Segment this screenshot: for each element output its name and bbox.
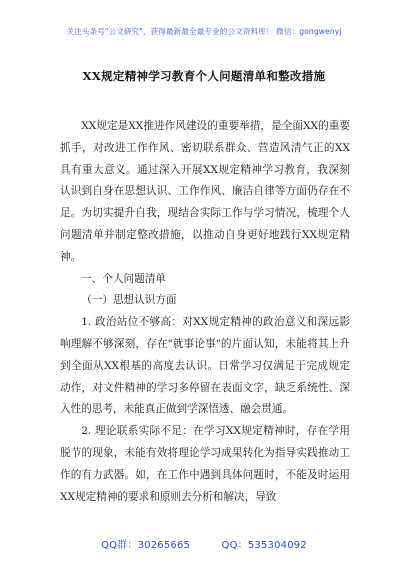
list-item: 2. 理论联系实际不足：在学习XX规定精神时，存在学用脱节的现象，未能有效将理论学习成果转化为指导实践推动工作的有力武器。如，在工作中遇到具体问题时，不能及时运用XX规定精神的要求和原则去分析和解决，导致 xyxy=(60,425,350,503)
list-item: 1. 政治站位不够高：对XX规定精神的政治意义和深远影响理解不够深刻，存在"就事论事"的片面认知，未能将其上升到全面从XX根基的高度去认识。日常学习仅满足于完成规定动作，对文件精神的学习多停留在表面文字，缺乏系统性、深入性的思考，未能真正做到学深悟透、融会贯通。 xyxy=(60,316,350,416)
intro-paragraph: XX规定是XX推进作风建设的重要举措，是全面XX的重要抓手，对改进工作作风、密切联系群众、营造风清气正的XX具有重大意义。通过深入开展XX规定精神学习教育，我深刻认识到自身在思想认识、工作作风、廉洁自律等方面仍存在不足。为切实提升自我，现结合实际工作与学习情况，梳理个人问题清单并制定整改措施，以推动自身更好地践行XX规定精神。 xyxy=(60,120,350,263)
qq-number-text: QQ：535304092 xyxy=(221,540,307,551)
section-heading: 一、个人问题清单 xyxy=(81,272,166,285)
subsection-heading: （一）思想认识方面 xyxy=(81,294,177,307)
document-title: XX规定精神学习教育个人问题清单和整改措施 xyxy=(82,69,326,83)
qq-group-text: QQ群：30265665 xyxy=(101,540,191,551)
footer-contact xyxy=(0,536,408,551)
document-body xyxy=(60,116,350,508)
header-notice: 关注头条号"公文研究"，获得最新最全最专业的公文资料库！ 微信：gongwenyj xyxy=(66,27,342,36)
